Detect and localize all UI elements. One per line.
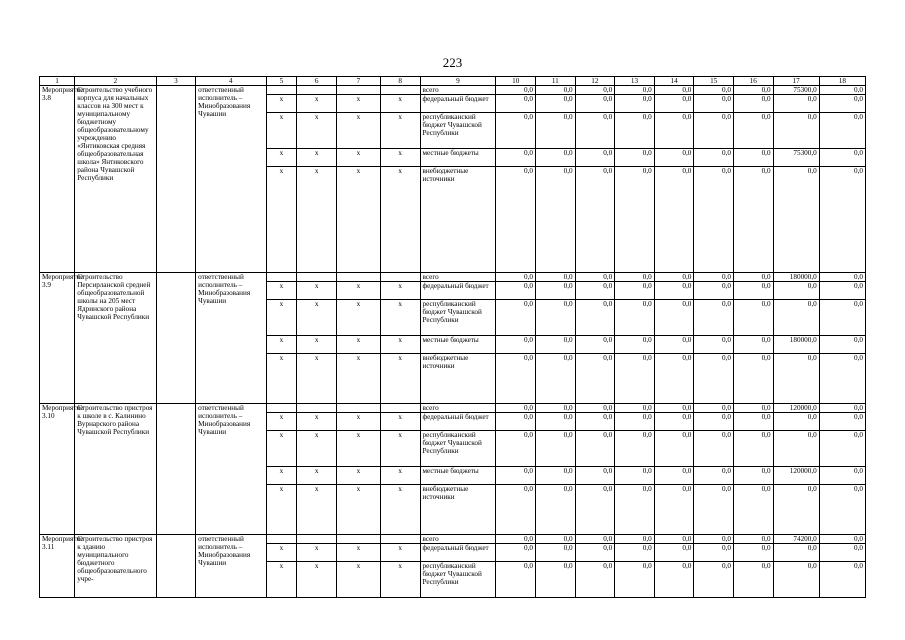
code-cell: x: [380, 95, 420, 113]
code-cell: x: [336, 95, 380, 113]
value-cell-10: 0,0: [496, 336, 536, 354]
column-header-11: 11: [535, 77, 575, 86]
code-cell: x: [380, 562, 420, 598]
value-cell-15: 0,0: [694, 86, 734, 95]
measure-responsible: ответственный исполнитель – Минобразования Чувашии: [196, 273, 266, 404]
funding-source: всего: [420, 535, 496, 544]
code-cell: [380, 535, 420, 544]
code-cell: [266, 404, 297, 413]
value-cell-16: 0,0: [733, 95, 773, 113]
measure-title: Строительство пристроя к школе в с. Калинино Вурнарского района Чувашской Республики: [75, 404, 156, 535]
funding-source: внебюджетные источники: [420, 167, 496, 273]
code-cell: x: [336, 113, 380, 149]
value-cell-10: 0,0: [496, 86, 536, 95]
value-cell-13: 0,0: [615, 86, 655, 95]
code-cell: x: [380, 485, 420, 535]
code-cell: x: [266, 149, 297, 167]
code-cell: [336, 535, 380, 544]
value-cell-14: 0,0: [654, 336, 694, 354]
code-cell: x: [336, 336, 380, 354]
code-cell: [266, 86, 297, 95]
code-cell: x: [297, 282, 337, 300]
value-cell-14: 0,0: [654, 431, 694, 467]
value-cell-12: 0,0: [575, 273, 615, 282]
value-cell-11: 0,0: [535, 149, 575, 167]
funding-source: внебюджетные источники: [420, 485, 496, 535]
value-cell-15: 0,0: [694, 485, 734, 535]
funding-source: всего: [420, 86, 496, 95]
measure-responsible: ответственный исполнитель – Минобразования Чувашии: [196, 86, 266, 273]
value-cell-10: 0,0: [496, 562, 536, 598]
code-cell: x: [266, 413, 297, 431]
code-cell: [380, 404, 420, 413]
value-cell-14: 0,0: [654, 404, 694, 413]
value-cell-15: 0,0: [694, 149, 734, 167]
value-cell-18: 0,0: [819, 562, 865, 598]
value-cell-16: 0,0: [733, 282, 773, 300]
code-cell: x: [380, 336, 420, 354]
value-cell-16: 0,0: [733, 113, 773, 149]
value-cell-16: 0,0: [733, 300, 773, 336]
value-cell-11: 0,0: [535, 354, 575, 404]
value-cell-13: 0,0: [615, 149, 655, 167]
code-cell: x: [266, 113, 297, 149]
budget-table: [39, 76, 866, 598]
code-cell: x: [380, 149, 420, 167]
column-header-8: 8: [380, 77, 420, 86]
value-cell-11: 0,0: [535, 300, 575, 336]
value-cell-11: 0,0: [535, 562, 575, 598]
code-cell: x: [380, 544, 420, 562]
value-cell-13: 0,0: [615, 95, 655, 113]
code-cell: [266, 535, 297, 544]
funding-source: республиканский бюджет Чувашской Республики: [420, 300, 496, 336]
value-cell-13: 0,0: [615, 273, 655, 282]
value-cell-11: 0,0: [535, 413, 575, 431]
page-number: 223: [442, 55, 463, 70]
value-cell-18: 0,0: [819, 336, 865, 354]
column-header-6: 6: [297, 77, 337, 86]
value-cell-10: 0,0: [496, 354, 536, 404]
value-cell-12: 0,0: [575, 95, 615, 113]
code-cell: x: [336, 413, 380, 431]
code-cell: x: [336, 300, 380, 336]
value-cell-18: 0,0: [819, 535, 865, 544]
value-cell-10: 0,0: [496, 300, 536, 336]
value-cell-11: 0,0: [535, 431, 575, 467]
code-cell: x: [336, 544, 380, 562]
code-cell: x: [336, 562, 380, 598]
value-cell-12: 0,0: [575, 282, 615, 300]
code-cell: x: [297, 485, 337, 535]
code-cell: x: [266, 336, 297, 354]
value-cell-17: 75300,0: [773, 149, 819, 167]
value-cell-18: 0,0: [819, 431, 865, 467]
value-cell-13: 0,0: [615, 336, 655, 354]
code-cell: [336, 273, 380, 282]
value-cell-15: 0,0: [694, 535, 734, 544]
value-cell-13: 0,0: [615, 300, 655, 336]
value-cell-17: 0,0: [773, 282, 819, 300]
value-cell-12: 0,0: [575, 300, 615, 336]
value-cell-15: 0,0: [694, 354, 734, 404]
measure-col3: [156, 404, 196, 535]
funding-source: местные бюджеты: [420, 467, 496, 485]
measure-id: Мероприятие 3.9: [40, 273, 75, 404]
value-cell-10: 0,0: [496, 485, 536, 535]
value-cell-12: 0,0: [575, 544, 615, 562]
value-cell-14: 0,0: [654, 95, 694, 113]
value-cell-15: 0,0: [694, 431, 734, 467]
value-cell-17: 0,0: [773, 113, 819, 149]
value-cell-12: 0,0: [575, 413, 615, 431]
code-cell: x: [380, 282, 420, 300]
column-header-2: 2: [75, 77, 156, 86]
measure-responsible: ответственный исполнитель – Минобразования Чувашии: [196, 535, 266, 598]
value-cell-18: 0,0: [819, 167, 865, 273]
value-cell-15: 0,0: [694, 95, 734, 113]
value-cell-17: 0,0: [773, 95, 819, 113]
code-cell: [380, 273, 420, 282]
value-cell-18: 0,0: [819, 282, 865, 300]
value-cell-11: 0,0: [535, 404, 575, 413]
value-cell-14: 0,0: [654, 300, 694, 336]
value-cell-17: 120000,0: [773, 404, 819, 413]
value-cell-16: 0,0: [733, 273, 773, 282]
value-cell-15: 0,0: [694, 273, 734, 282]
code-cell: x: [336, 149, 380, 167]
value-cell-16: 0,0: [733, 413, 773, 431]
value-cell-16: 0,0: [733, 431, 773, 467]
column-header-4: 4: [196, 77, 266, 86]
value-cell-13: 0,0: [615, 282, 655, 300]
value-cell-17: 0,0: [773, 544, 819, 562]
measure-col3: [156, 535, 196, 598]
code-cell: x: [266, 95, 297, 113]
code-cell: x: [297, 300, 337, 336]
column-header-14: 14: [654, 77, 694, 86]
value-cell-13: 0,0: [615, 354, 655, 404]
value-cell-12: 0,0: [575, 562, 615, 598]
funding-source: федеральный бюджет: [420, 544, 496, 562]
code-cell: x: [297, 336, 337, 354]
value-cell-10: 0,0: [496, 113, 536, 149]
value-cell-11: 0,0: [535, 167, 575, 273]
value-cell-12: 0,0: [575, 354, 615, 404]
value-cell-15: 0,0: [694, 413, 734, 431]
value-cell-18: 0,0: [819, 273, 865, 282]
column-header-16: 16: [733, 77, 773, 86]
value-cell-14: 0,0: [654, 535, 694, 544]
value-cell-18: 0,0: [819, 413, 865, 431]
code-cell: x: [266, 467, 297, 485]
value-cell-11: 0,0: [535, 544, 575, 562]
column-header-1: 1: [40, 77, 75, 86]
code-cell: x: [380, 467, 420, 485]
value-cell-14: 0,0: [654, 86, 694, 95]
funding-source: внебюджетные источники: [420, 354, 496, 404]
value-cell-12: 0,0: [575, 535, 615, 544]
code-cell: x: [336, 282, 380, 300]
value-cell-14: 0,0: [654, 273, 694, 282]
value-cell-14: 0,0: [654, 167, 694, 273]
value-cell-15: 0,0: [694, 562, 734, 598]
funding-source: местные бюджеты: [420, 336, 496, 354]
column-header-5: 5: [266, 77, 297, 86]
value-cell-10: 0,0: [496, 167, 536, 273]
value-cell-10: 0,0: [496, 273, 536, 282]
value-cell-12: 0,0: [575, 149, 615, 167]
value-cell-16: 0,0: [733, 485, 773, 535]
value-cell-14: 0,0: [654, 149, 694, 167]
measure-responsible: ответственный исполнитель – Минобразования Чувашии: [196, 404, 266, 535]
value-cell-16: 0,0: [733, 544, 773, 562]
column-header-15: 15: [694, 77, 734, 86]
measure-title: Строительство пристроя к зданию муниципального бюджетного общеобразовательного учре-: [75, 535, 156, 598]
value-cell-10: 0,0: [496, 544, 536, 562]
value-cell-10: 0,0: [496, 431, 536, 467]
code-cell: x: [336, 167, 380, 273]
column-header-7: 7: [336, 77, 380, 86]
value-cell-16: 0,0: [733, 354, 773, 404]
value-cell-18: 0,0: [819, 485, 865, 535]
column-header-10: 10: [496, 77, 536, 86]
column-header-18: 18: [819, 77, 865, 86]
funding-source: федеральный бюджет: [420, 413, 496, 431]
value-cell-14: 0,0: [654, 413, 694, 431]
funding-source: республиканский бюджет Чувашской Республики: [420, 113, 496, 149]
value-cell-12: 0,0: [575, 485, 615, 535]
code-cell: [297, 273, 337, 282]
value-cell-18: 0,0: [819, 95, 865, 113]
funding-source: республиканский бюджет Чувашской Республики: [420, 431, 496, 467]
code-cell: x: [336, 431, 380, 467]
value-cell-16: 0,0: [733, 149, 773, 167]
value-cell-18: 0,0: [819, 300, 865, 336]
code-cell: x: [380, 354, 420, 404]
code-cell: x: [297, 354, 337, 404]
code-cell: x: [266, 300, 297, 336]
value-cell-15: 0,0: [694, 167, 734, 273]
value-cell-13: 0,0: [615, 413, 655, 431]
value-cell-12: 0,0: [575, 431, 615, 467]
value-cell-14: 0,0: [654, 354, 694, 404]
code-cell: [297, 535, 337, 544]
code-cell: x: [336, 485, 380, 535]
code-cell: [380, 86, 420, 95]
measure-id: Мероприятие 3.11: [40, 535, 75, 598]
value-cell-11: 0,0: [535, 467, 575, 485]
value-cell-15: 0,0: [694, 282, 734, 300]
column-number-row: [40, 77, 866, 86]
value-cell-17: 75300,0: [773, 86, 819, 95]
value-cell-14: 0,0: [654, 562, 694, 598]
value-cell-17: 0,0: [773, 354, 819, 404]
code-cell: x: [266, 431, 297, 467]
funding-source: федеральный бюджет: [420, 95, 496, 113]
table-row: [40, 404, 866, 413]
measure-col3: [156, 86, 196, 273]
value-cell-12: 0,0: [575, 86, 615, 95]
value-cell-17: 0,0: [773, 413, 819, 431]
value-cell-15: 0,0: [694, 336, 734, 354]
value-cell-17: 0,0: [773, 431, 819, 467]
value-cell-14: 0,0: [654, 113, 694, 149]
value-cell-12: 0,0: [575, 404, 615, 413]
code-cell: x: [297, 413, 337, 431]
column-header-9: 9: [420, 77, 496, 86]
value-cell-15: 0,0: [694, 300, 734, 336]
value-cell-17: 180000,0: [773, 336, 819, 354]
value-cell-10: 0,0: [496, 282, 536, 300]
column-header-17: 17: [773, 77, 819, 86]
value-cell-16: 0,0: [733, 467, 773, 485]
code-cell: x: [297, 431, 337, 467]
value-cell-16: 0,0: [733, 404, 773, 413]
code-cell: [297, 86, 337, 95]
value-cell-12: 0,0: [575, 336, 615, 354]
measure-id: Мероприятие 3.8: [40, 86, 75, 273]
value-cell-16: 0,0: [733, 535, 773, 544]
measure-title: Строительство учебного корпуса для начальных классов на 300 мест к муниципальному бюджетному общеобразовательному учреждению «Янтиковская средняя общеобразовательная школа» Янтиковского района Чувашской Республики: [75, 86, 156, 273]
value-cell-17: 180000,0: [773, 273, 819, 282]
value-cell-13: 0,0: [615, 113, 655, 149]
value-cell-18: 0,0: [819, 149, 865, 167]
value-cell-13: 0,0: [615, 404, 655, 413]
code-cell: x: [297, 113, 337, 149]
value-cell-15: 0,0: [694, 544, 734, 562]
value-cell-13: 0,0: [615, 535, 655, 544]
value-cell-12: 0,0: [575, 167, 615, 273]
value-cell-15: 0,0: [694, 467, 734, 485]
funding-source: республиканский бюджет Чувашской Республики: [420, 562, 496, 598]
code-cell: x: [380, 413, 420, 431]
value-cell-13: 0,0: [615, 431, 655, 467]
value-cell-11: 0,0: [535, 336, 575, 354]
value-cell-13: 0,0: [615, 167, 655, 273]
value-cell-18: 0,0: [819, 544, 865, 562]
code-cell: [266, 273, 297, 282]
funding-source: всего: [420, 273, 496, 282]
code-cell: x: [297, 544, 337, 562]
column-header-13: 13: [615, 77, 655, 86]
value-cell-13: 0,0: [615, 544, 655, 562]
value-cell-16: 0,0: [733, 86, 773, 95]
value-cell-10: 0,0: [496, 413, 536, 431]
value-cell-15: 0,0: [694, 404, 734, 413]
value-cell-14: 0,0: [654, 467, 694, 485]
code-cell: x: [266, 354, 297, 404]
value-cell-17: 0,0: [773, 167, 819, 273]
code-cell: x: [297, 95, 337, 113]
funding-source: федеральный бюджет: [420, 282, 496, 300]
value-cell-17: 0,0: [773, 300, 819, 336]
value-cell-14: 0,0: [654, 544, 694, 562]
code-cell: x: [380, 113, 420, 149]
value-cell-13: 0,0: [615, 467, 655, 485]
measure-title: Строительство Персирланской средней общеобразовательной школы на 205 мест Ядринского района Чувашской Республики: [75, 273, 156, 404]
code-cell: x: [297, 562, 337, 598]
value-cell-17: 120000,0: [773, 467, 819, 485]
value-cell-18: 0,0: [819, 354, 865, 404]
funding-source: местные бюджеты: [420, 149, 496, 167]
code-cell: x: [266, 167, 297, 273]
value-cell-10: 0,0: [496, 535, 536, 544]
value-cell-11: 0,0: [535, 535, 575, 544]
value-cell-10: 0,0: [496, 149, 536, 167]
code-cell: x: [266, 544, 297, 562]
code-cell: x: [380, 300, 420, 336]
code-cell: x: [266, 562, 297, 598]
code-cell: [297, 404, 337, 413]
value-cell-11: 0,0: [535, 95, 575, 113]
code-cell: x: [380, 167, 420, 273]
value-cell-10: 0,0: [496, 95, 536, 113]
code-cell: x: [336, 354, 380, 404]
code-cell: x: [297, 149, 337, 167]
value-cell-16: 0,0: [733, 167, 773, 273]
value-cell-18: 0,0: [819, 86, 865, 95]
value-cell-13: 0,0: [615, 485, 655, 535]
value-cell-12: 0,0: [575, 467, 615, 485]
value-cell-11: 0,0: [535, 273, 575, 282]
value-cell-18: 0,0: [819, 404, 865, 413]
value-cell-17: 0,0: [773, 485, 819, 535]
code-cell: x: [297, 467, 337, 485]
value-cell-10: 0,0: [496, 404, 536, 413]
value-cell-18: 0,0: [819, 113, 865, 149]
code-cell: [336, 86, 380, 95]
value-cell-17: 0,0: [773, 562, 819, 598]
value-cell-18: 0,0: [819, 467, 865, 485]
value-cell-11: 0,0: [535, 113, 575, 149]
table-row: [40, 273, 866, 282]
value-cell-13: 0,0: [615, 562, 655, 598]
code-cell: x: [266, 485, 297, 535]
value-cell-15: 0,0: [694, 113, 734, 149]
value-cell-17: 74200,0: [773, 535, 819, 544]
value-cell-16: 0,0: [733, 562, 773, 598]
table-row: [40, 535, 866, 544]
measure-id: Мероприятие 3.10: [40, 404, 75, 535]
value-cell-11: 0,0: [535, 86, 575, 95]
value-cell-14: 0,0: [654, 282, 694, 300]
value-cell-11: 0,0: [535, 485, 575, 535]
measure-col3: [156, 273, 196, 404]
value-cell-16: 0,0: [733, 336, 773, 354]
column-header-3: 3: [156, 77, 196, 86]
value-cell-10: 0,0: [496, 467, 536, 485]
table-row: [40, 86, 866, 95]
code-cell: x: [336, 467, 380, 485]
value-cell-12: 0,0: [575, 113, 615, 149]
value-cell-11: 0,0: [535, 282, 575, 300]
code-cell: x: [380, 431, 420, 467]
code-cell: x: [266, 282, 297, 300]
funding-source: всего: [420, 404, 496, 413]
value-cell-14: 0,0: [654, 485, 694, 535]
column-header-12: 12: [575, 77, 615, 86]
code-cell: [336, 404, 380, 413]
code-cell: x: [297, 167, 337, 273]
